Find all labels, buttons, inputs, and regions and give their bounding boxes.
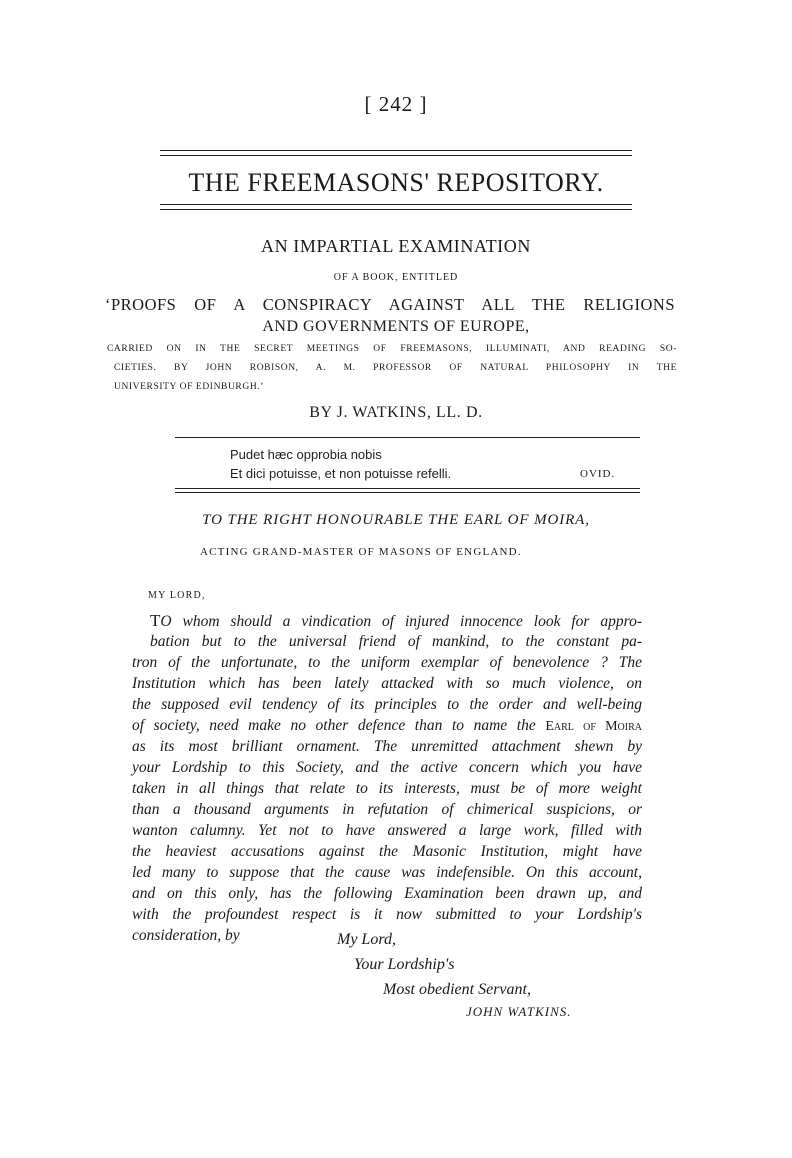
entitled-line: OF A BOOK, ENTITLED bbox=[333, 272, 459, 283]
dedication-to-line: TO THE RIGHT HONOURABLE THE EARL OF MOIRA, bbox=[202, 512, 590, 528]
motto-line-2: Et dici potuisse, et non potuisse refelli. bbox=[230, 466, 452, 481]
letter-line-8: your Lordship to this Society, and the active concern which you have bbox=[132, 759, 642, 776]
closing-line-2: Your Lordship's bbox=[354, 956, 455, 973]
motto-rule-bottom-1 bbox=[175, 488, 640, 489]
letter-line-6: of society, need make no other defence than to name the Earl of Moira bbox=[132, 717, 642, 734]
salutation: MY LORD, bbox=[148, 590, 206, 601]
letter-line-13: led many to suppose that the cause was indefensible. On this account, bbox=[132, 864, 642, 881]
letter-line-16: consideration, by bbox=[132, 927, 240, 944]
motto-attribution: OVID. bbox=[580, 468, 616, 480]
letter-line-1: TO whom should a vindication of injured innocence look for appro- bbox=[150, 611, 642, 630]
motto-rule-bottom-2 bbox=[175, 492, 640, 493]
dedication-acting-line: ACTING GRAND-MASTER OF MASONS OF ENGLAND. bbox=[200, 546, 522, 558]
motto-line-1: Pudet hæc opprobia nobis bbox=[230, 447, 382, 462]
carried-line-1: CARRIED ON IN THE SECRET MEETINGS OF FREEMASONS, ILLUMINATI, AND READING SO- bbox=[107, 344, 677, 354]
page-number: [ 242 ] bbox=[364, 92, 428, 116]
earl-name: Earl of Moira bbox=[545, 719, 642, 734]
letter-line-12: the heaviest accusations against the Masonic Institution, might have bbox=[132, 843, 642, 860]
letter-line-11: wanton calumny. Yet not to have answered a large work, filled with bbox=[132, 822, 642, 839]
letter-line-2: bation but to the universal friend of mankind, to the constant pa- bbox=[150, 633, 642, 650]
letter-line-9: taken in all things that relate to its interests, must be of more weight bbox=[132, 780, 642, 797]
letter-line-14: and on this only, has the following Examination been drawn up, and bbox=[132, 885, 642, 902]
letter-line-15: with the profoundest respect is it now submitted to your Lordship's bbox=[132, 906, 642, 923]
article-heading: AN IMPARTIAL EXAMINATION bbox=[261, 236, 531, 256]
carried-line-2: CIETIES. BY JOHN ROBISON, A. M. PROFESSOR OF NATURAL PHILOSOPHY IN THE bbox=[114, 363, 677, 373]
carried-line-3: UNIVERSITY OF EDINBURGH.’ bbox=[114, 382, 265, 392]
byline: BY J. WATKINS, LL. D. bbox=[309, 404, 483, 421]
letter-line-10: than a thousand arguments in refutation of chimerical suspicions, or bbox=[132, 801, 642, 818]
closing-line-1: My Lord, bbox=[337, 931, 396, 948]
letter-line-3: tron of the unfortunate, to the uniform exemplar of benevolence ? The bbox=[132, 654, 642, 671]
book-title-line-2: AND GOVERNMENTS OF EUROPE, bbox=[262, 318, 530, 335]
closing-line-3: Most obedient Servant, bbox=[383, 981, 531, 998]
top-rule-2 bbox=[160, 155, 632, 156]
signature: JOHN WATKINS. bbox=[466, 1004, 572, 1019]
letter-line-7: as its most brilliant ornament. The unremitted attachment shewn by bbox=[132, 738, 642, 755]
top-rule-1 bbox=[160, 150, 632, 151]
journal-title: THE FREEMASONS' REPOSITORY. bbox=[188, 168, 604, 197]
title-rule-1 bbox=[160, 204, 632, 205]
letter-line-4: Institution which has been lately attacked with so much violence, on bbox=[132, 675, 642, 692]
drop-cap: T bbox=[150, 611, 161, 630]
letter-line-5: the supposed evil tendency of its principles to the order and well-being bbox=[132, 696, 642, 713]
title-rule-2 bbox=[160, 209, 632, 210]
motto-rule-top bbox=[175, 437, 640, 438]
book-title-line-1: ‘PROOFS OF A CONSPIRACY AGAINST ALL THE RELIGIONS bbox=[105, 295, 675, 314]
